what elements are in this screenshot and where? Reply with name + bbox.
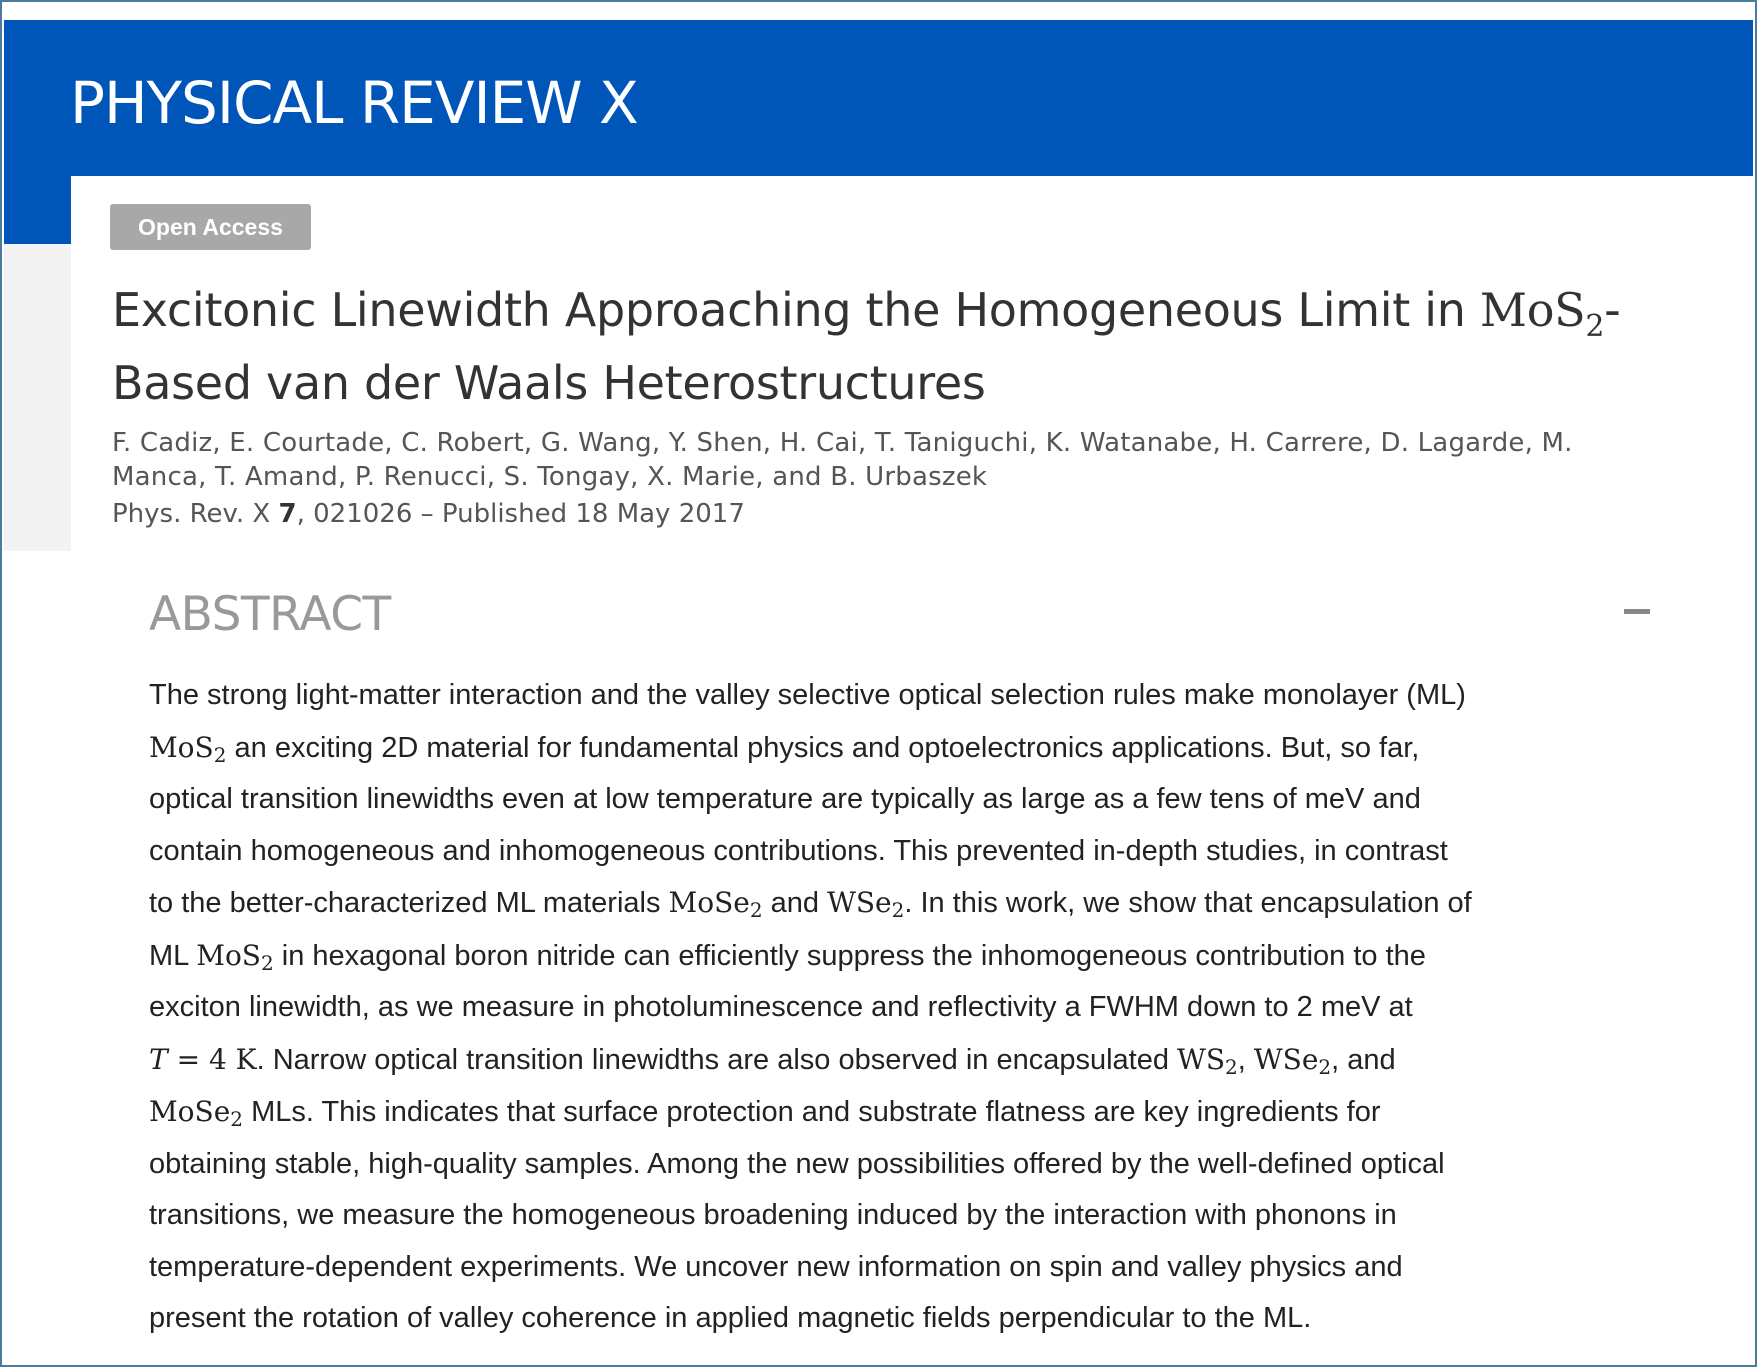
abstract-line: MoS$_2$ an exciting 2D material for fundamental physics and optoelectronics applications. But, so far,	[149, 730, 1420, 767]
banner-accent	[4, 176, 71, 244]
abstract-line: The strong light-matter interaction and the valley selective optical selection rules make monolayer (ML)	[149, 679, 1466, 711]
author-list: F. Cadiz, E. Courtade, C. Robert, G. Wang, Y. Shen, H. Cai, T. Taniguchi, K. Watanabe, H. Carrere, D. Lagarde, M. Manca, T. Amand, P. Renucci, S. Tongay, X. Marie, and B. Urbaszek	[112, 428, 1573, 492]
header-side-panel	[4, 244, 71, 551]
minus-icon	[1624, 609, 1650, 614]
title-formula: MoS$_2$	[1479, 283, 1605, 345]
citation: Phys. Rev. X 7, 021026 – Published 18 May 2017	[112, 499, 745, 529]
volume-number: 7	[278, 499, 297, 529]
abstract-line: to the better-characterized ML materials MoSe$_2$ and WSe$_2$. In this work, we show that encapsulation of	[149, 886, 1472, 922]
formula-wse2: WSe$_2$	[1253, 1042, 1332, 1079]
abstract-line: contain homogeneous and inhomogeneous contributions. This prevented in-depth studies, in contrast	[149, 834, 1448, 867]
abstract-line: transitions, we measure the homogeneous broadening induced by the interaction with phonons in	[149, 1199, 1397, 1231]
abstract-line: T = 4 K. Narrow optical transition linewidths are also observed in encapsulated $WS_2$, WSe$_2$, and	[149, 1042, 1396, 1079]
journal-name[interactable]: PHYSICAL REVIEW X	[70, 69, 638, 137]
abstract-line: exciton linewidth, as we measure in photoluminescence and reflectivity a FWHM down to 2 meV at	[149, 991, 1413, 1023]
article-title: Excitonic Linewidth Approaching the Homogeneous Limit in MoS$_2$- Based van der Waals Heterostructures	[112, 283, 1621, 411]
formula-mose2: MoSe$_2$	[668, 886, 763, 922]
formula-wse2: WSe$_2$	[827, 886, 905, 922]
abstract-line: optical transition linewidths even at low temperature are typically as large as a few tens of meV and	[149, 783, 1421, 815]
abstract-body	[149, 670, 1649, 1345]
formula-mose2: MoSe$_2$	[149, 1095, 244, 1131]
abstract-line: MoSe$_2$ MLs. This indicates that surface protection and substrate flatness are key ingredients for	[149, 1095, 1381, 1131]
abstract-heading: ABSTRACT	[149, 587, 391, 642]
abstract-line: present the rotation of valley coherence in applied magnetic fields perpendicular to the ML.	[149, 1302, 1312, 1334]
open-access-badge: Open Access	[110, 204, 311, 250]
abstract-line: ML MoS$_2$ in hexagonal boron nitride can efficiently suppress the inhomogeneous contribution to the	[149, 938, 1426, 975]
formula-mos2: MoS$_2$	[149, 730, 227, 767]
title-text: Excitonic Linewidth Approaching the Homogeneous Limit in	[112, 283, 1480, 337]
formula-ws2: $WS_2$	[1177, 1042, 1238, 1079]
abstract-line: temperature-dependent experiments. We uncover new information on spin and valley physics and	[149, 1250, 1403, 1283]
formula-mos2: MoS$_2$	[196, 938, 274, 975]
title-text-line2: Based van der Waals Heterostructures	[112, 356, 986, 411]
abstract-line: obtaining stable, high-quality samples. Among the new possibilities offered by the well-defined optical	[149, 1147, 1445, 1180]
collapse-abstract-button[interactable]	[1617, 592, 1657, 632]
formula-temperature: T = 4 K	[149, 1042, 257, 1076]
